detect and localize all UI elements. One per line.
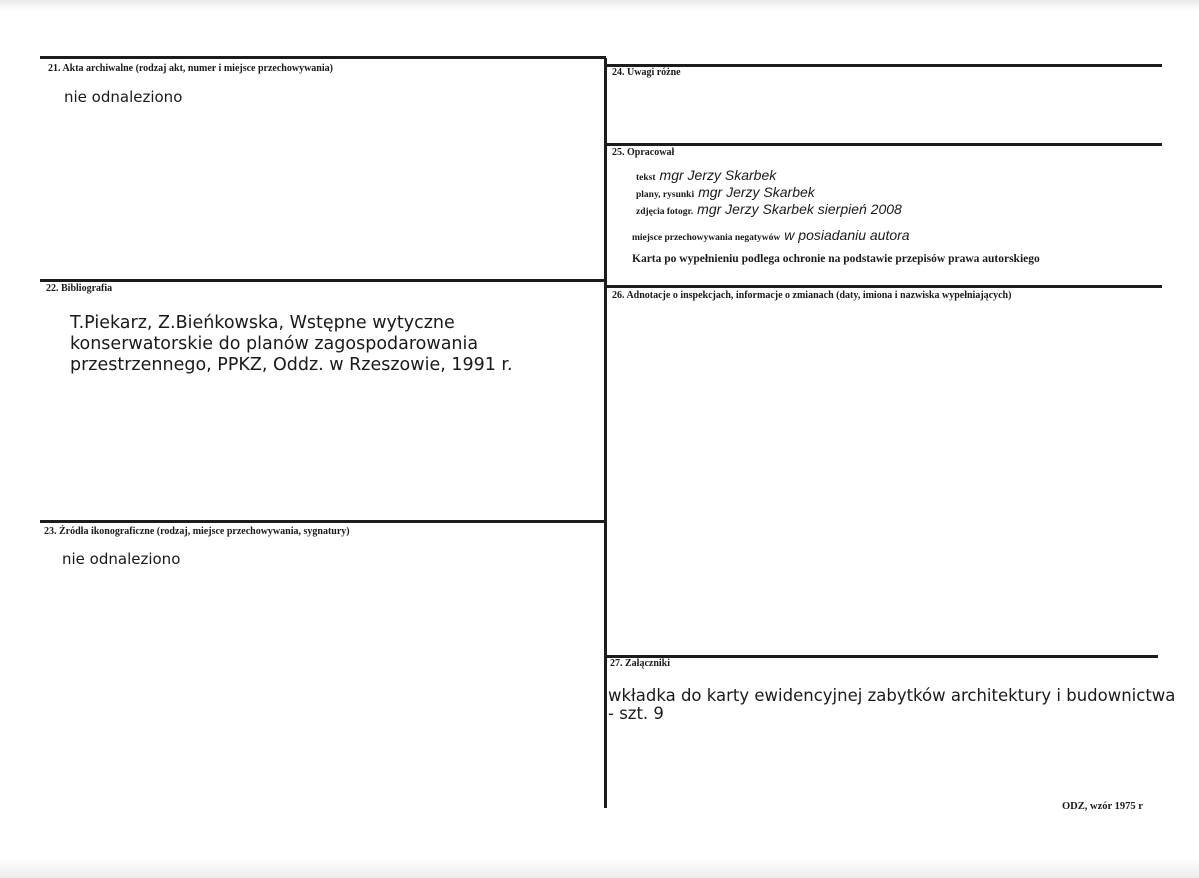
credit-negatives-row xyxy=(632,227,910,246)
rule-25-26 xyxy=(606,285,1162,288)
copyright-note: Karta po wypełnieniu podlega ochronie na podstawie przepisów prawa autorskiego xyxy=(632,253,1040,265)
section-22-label: 22. Bibliografia xyxy=(46,283,113,294)
section-21-label: 21. Akta archiwalne (rodzaj akt, numer i miejsce przechowywania) xyxy=(48,63,333,74)
section-25-label: 25. Opracował xyxy=(612,147,675,158)
bibliography-line: T.Piekarz, Z.Bieńkowska, Wstępne wytyczne xyxy=(70,313,455,333)
section-23-label: 23. Źródła ikonograficzne (rodzaj, miejsce przechowywania, sygnatury) xyxy=(44,526,350,537)
credit-negatives-value: w posiadaniu autora xyxy=(784,227,910,243)
credit-text-value: mgr Jerzy Skarbek xyxy=(659,167,777,183)
credit-photos-value: mgr Jerzy Skarbek sierpień 2008 xyxy=(697,201,902,217)
rule-24-25 xyxy=(606,143,1162,146)
credit-text-label: tekst xyxy=(636,173,656,183)
form-code: ODZ, wzór 1975 r xyxy=(1062,801,1143,812)
rule-26-27 xyxy=(606,655,1158,658)
section-24-label: 24. Uwagi różne xyxy=(612,67,681,78)
bibliography-line: konserwatorskie do planów zagospodarowania xyxy=(70,334,479,354)
rule-top-left xyxy=(40,56,606,59)
scan-edge-top xyxy=(0,0,1199,10)
rule-top-right xyxy=(606,64,1162,67)
rule-center-vertical xyxy=(604,58,607,808)
credit-negatives-label: miejsce przechowywania negatywów xyxy=(632,233,781,243)
section-23-value: nie odnaleziono xyxy=(62,550,181,568)
credit-plans-value: mgr Jerzy Skarbek xyxy=(698,184,815,200)
section-21-value: nie odnaleziono xyxy=(64,88,183,106)
rule-21-22 xyxy=(40,279,606,282)
credit-photos-label: zdjęcia fotogr. xyxy=(636,207,694,217)
section-26-label: 26. Adnotacje o inspekcjach, informacje o zmianach (daty, imiona i nazwiska wypełniających) xyxy=(612,290,1012,301)
rule-22-23 xyxy=(40,520,606,523)
credit-plans-label: plany, rysunki xyxy=(636,190,695,200)
bibliography-line: przestrzennego, PPKZ, Oddz. w Rzeszowie, 1991 r. xyxy=(70,355,513,375)
attachment-line: wkładka do karty ewidencyjnej zabytków architektury i budownictwa xyxy=(608,686,1176,705)
credit-photos-row xyxy=(636,201,902,220)
attachment-line: - szt. 9 xyxy=(608,704,664,723)
section-27-label: 27. Załączniki xyxy=(610,658,671,669)
scan-edge-bottom xyxy=(0,858,1199,878)
